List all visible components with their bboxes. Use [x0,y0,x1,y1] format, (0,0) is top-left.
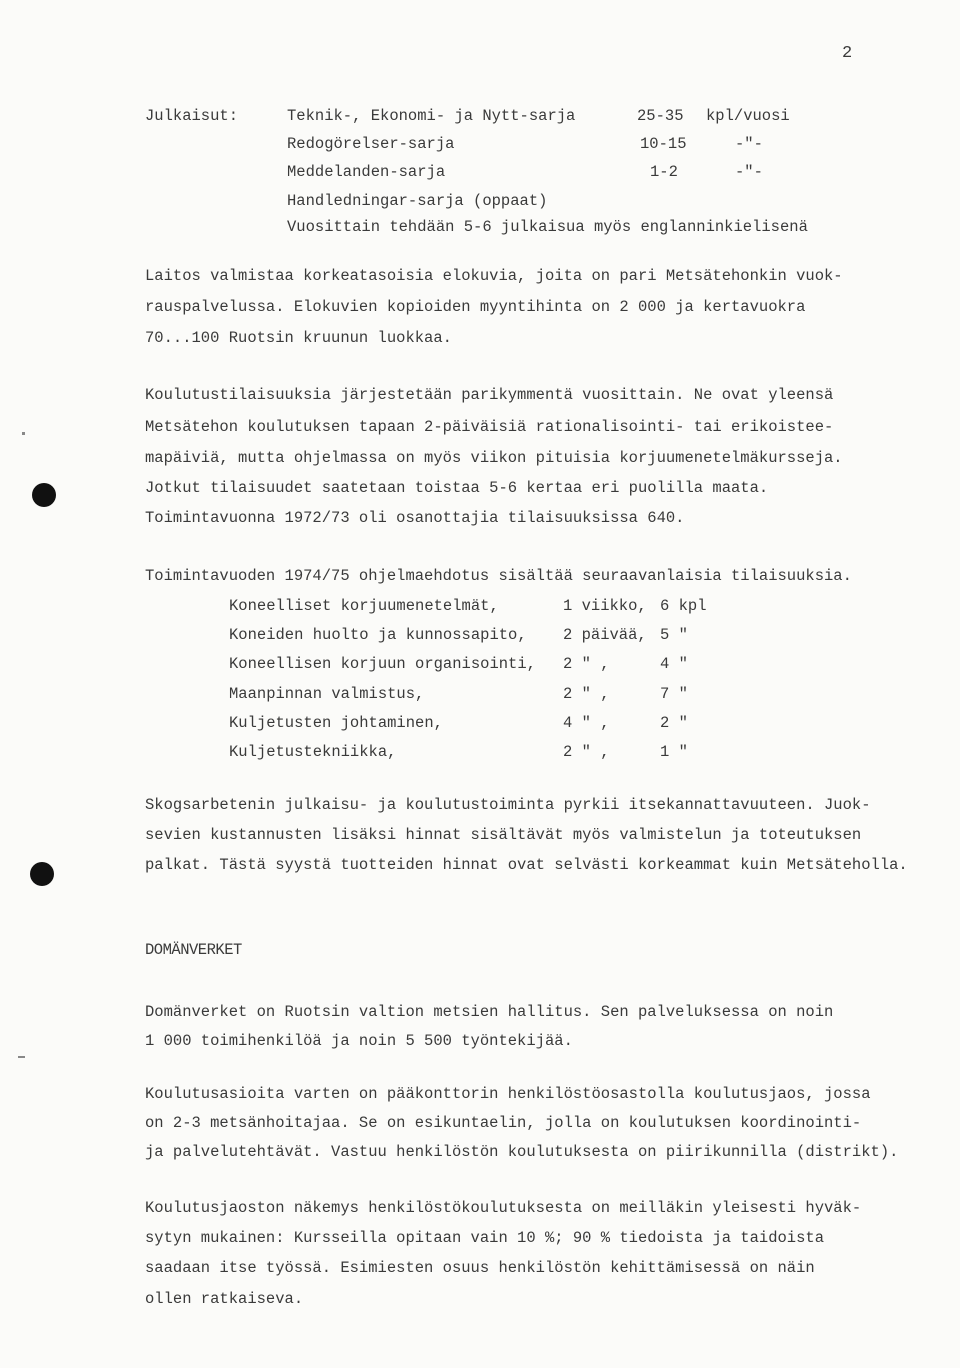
publication-unit: kpl/vuosi [706,107,790,125]
program-item-name: Koneiden huolto ja kunnossapito, [229,626,527,644]
publications-label: Julkaisut: [145,107,239,125]
program-item-duration: 4 " , [563,714,610,732]
publication-count: 1-2 [650,163,678,181]
publications-note: Vuosittain tehdään 5-6 julkaisua myös englanninkielisenä [287,218,808,236]
binder-hole-top [32,483,56,507]
training-line: Koulutustilaisuuksia järjestetään parikymmentä vuosittain. Ne ovat yleensä [145,386,834,404]
scan-mark-1 [22,432,25,435]
program-item-duration: 2 päivää, [563,626,647,644]
program-item-count: 1 " [660,743,688,761]
program-item-duration: 1 viikko, [563,597,647,615]
domanverket-line: Domänverket on Ruotsin valtion metsien hallitus. Sen palveluksessa on noin [145,1003,834,1021]
selfsupport-line: Skogsarbetenin julkaisu- ja koulutustoiminta pyrkii itsekannattavuuteen. Juok- [145,796,871,814]
program-item-count: 5 " [660,626,688,644]
training-line: Jotkut tilaisuudet saatetaan toistaa 5-6 kertaa eri puolilla maata. [145,479,769,497]
program-intro: Toimintavuoden 1974/75 ohjelmaehdotus sisältää seuraavanlaisia tilaisuuksia. [145,567,852,585]
program-item-name: Kuljetustekniikka, [229,743,397,761]
publication-unit: -"- [735,163,763,181]
program-item-duration: 2 " , [563,685,610,703]
binder-hole-bottom [30,862,54,886]
publication-count: 10-15 [640,135,687,153]
view-line: saadaan itse työssä. Esimiesten osuus henkilöstön kehittämisessä on näin [145,1259,815,1277]
view-line: Koulutusjaoston näkemys henkilöstökoulutuksesta on meilläkin yleisesti hyväk- [145,1199,862,1217]
training-division-line: Koulutusasioita varten on pääkonttorin henkilöstöosastolla koulutusjaos, jossa [145,1085,871,1103]
training-line: mapäiviä, mutta ohjelmassa on myös viikon pituisia korjuumenetelmäkursseja. [145,449,843,467]
publication-name: Redogörelser-sarja [287,135,455,153]
program-item-count: 7 " [660,685,688,703]
program-item-count: 2 " [660,714,688,732]
program-item-duration: 2 " , [563,655,610,673]
page-number: 2 [842,44,853,63]
films-line: Laitos valmistaa korkeatasoisia elokuvia, joita on pari Metsätehonkin vuok- [145,267,843,285]
view-line: ollen ratkaiseva. [145,1290,304,1308]
publication-count: 25-35 [637,107,684,125]
view-line: sytyn mukainen: Kursseilla opitaan vain 10 %; 90 % tiedoista ja taidoista [145,1229,825,1247]
selfsupport-line: palkat. Tästä syystä tuotteiden hinnat ovat selvästi korkeammat kuin Metsäteholla. [145,856,908,874]
program-item-name: Maanpinnan valmistus, [229,685,425,703]
training-division-line: on 2-3 metsänhoitajaa. Se on esikuntaelin, jolla on koulutuksen koordinointi- [145,1114,862,1132]
program-item-count: 6 kpl [660,597,707,615]
program-item-name: Koneelliset korjuumenetelmät, [229,597,499,615]
films-line: rauspalvelussa. Elokuvien kopioiden myyntihinta on 2 000 ja kertavuokra [145,298,806,316]
publication-name: Meddelanden-sarja [287,163,446,181]
publication-name: Handledningar-sarja (oppaat) [287,192,548,210]
program-item-name: Kuljetusten johtaminen, [229,714,443,732]
scan-mark-2 [18,1056,25,1058]
training-division-line: ja palvelutehtävät. Vastuu henkilöstön koulutuksesta on piirikunnilla (distrikt). [145,1143,899,1161]
publication-name: Teknik-, Ekonomi- ja Nytt-sarja [287,107,576,125]
films-line: 70...100 Ruotsin kruunun luokkaa. [145,329,452,347]
section-heading: DOMÄNVERKET [145,941,242,959]
domanverket-line: 1 000 toimihenkilöä ja noin 5 500 työntekijää. [145,1032,573,1050]
program-item-duration: 2 " , [563,743,610,761]
training-line: Metsätehon koulutuksen tapaan 2-päiväisiä rationalisointi- tai erikoistee- [145,418,834,436]
publication-unit: -"- [735,135,763,153]
selfsupport-line: sevien kustannusten lisäksi hinnat sisältävät myös valmistelun ja toteutuksen [145,826,862,844]
training-line: Toimintavuonna 1972/73 oli osanottajia tilaisuuksissa 640. [145,509,685,527]
program-item-name: Koneellisen korjuun organisointi, [229,655,536,673]
program-item-count: 4 " [660,655,688,673]
